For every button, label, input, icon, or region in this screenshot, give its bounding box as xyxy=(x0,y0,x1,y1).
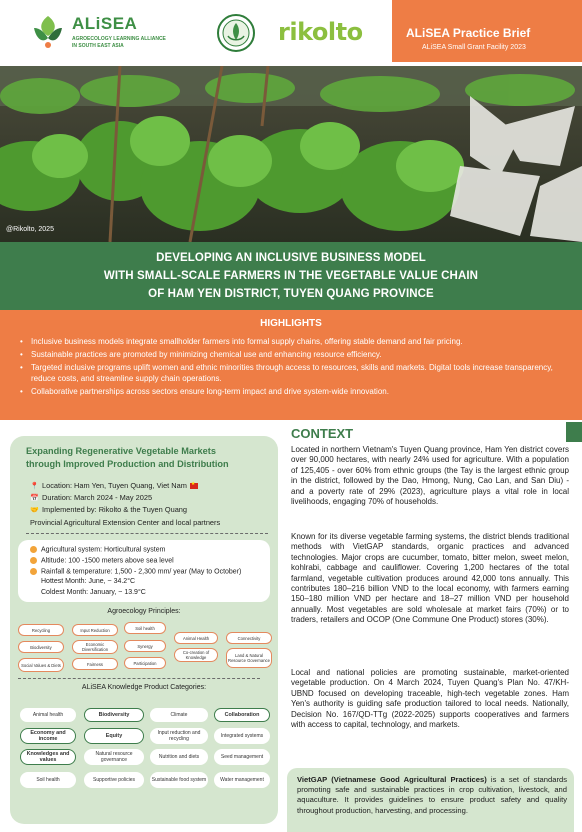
category-tag: Climate xyxy=(150,708,208,722)
altitude-row xyxy=(30,557,174,564)
header xyxy=(0,0,582,66)
divider xyxy=(18,678,260,679)
highlights-heading: HIGHLIGHTS xyxy=(260,318,322,329)
hottest-month: Hottest Month: June, ~ 34.2°C xyxy=(41,578,136,585)
category-tag: Integrated systems xyxy=(214,728,270,744)
title-band xyxy=(0,242,582,310)
highlight-item: • Sustainable practices are promoted by minimizing chemical use and enhancing resource efficiency. xyxy=(20,349,570,360)
category-tag: Input reduction and recycling xyxy=(150,728,208,744)
principle-tag: Synergy xyxy=(124,640,166,652)
document-title-line-1: DEVELOPING AN INCLUSIVE BUSINESS MODEL xyxy=(156,252,426,264)
vietnam-flag-icon xyxy=(190,483,198,489)
principle-tag: Economic Diversification xyxy=(72,640,118,654)
highlight-item: • Inclusive business models integrate smallholder farmers into formal supply chains, offering stable demand and fair pricing. xyxy=(20,336,570,347)
site-characteristics-box xyxy=(18,540,270,602)
vegetable-field-photo xyxy=(0,66,582,242)
principle-tag: Connectivity xyxy=(226,632,272,644)
context-paragraph-1: Located in northern Vietnam's Tuyen Quang province, Ham Yen district covers over 90,000 hectares, with nearly 24% used for agriculture. With a population of 125,405 - over 60% from ethnic groups (the Tay is the largest ethnic group in the district, followed by the Dao, Hmong, Nung, Cao Lan, and San Diu) - and a poverty rate of 29% (2023), agriculture plays a vital role in local livelihoods, engaging 70% of households. xyxy=(291,445,569,507)
document-title-line-3: OF HAM YEN DISTRICT, TUYEN QUANG PROVINCE xyxy=(148,288,434,300)
category-tag: Economy and income xyxy=(20,728,76,744)
alisea-logo xyxy=(30,12,180,56)
agri-system-text: Agricultural system: Horticultural system xyxy=(41,546,166,554)
principle-tag: Land & Natural Resource Governance xyxy=(226,648,272,668)
principle-tag: Fairness xyxy=(72,658,118,670)
vegetable-field-illustration xyxy=(0,66,582,242)
category-tag: Nutrition and diets xyxy=(150,749,208,765)
rainfall-row xyxy=(30,568,241,575)
vietgap-description: is a set of standards promoting safe and sustainable practices in crop cultivation, livestock, and aquaculture. It provides guidelines to ensure product safety and quality throughout production, harvesting, and processing. xyxy=(297,775,567,815)
context-tab-marker xyxy=(566,422,582,442)
divider xyxy=(26,533,268,534)
vietgap-definition-box xyxy=(287,768,574,832)
context-heading: CONTEXT xyxy=(291,426,354,441)
category-tag: Equity xyxy=(84,728,144,744)
calendar-icon: 📅 xyxy=(30,495,39,502)
photo-credit: @Rikolto, 2025 xyxy=(6,226,54,233)
vietgap-definition xyxy=(297,775,567,816)
principle-tag: Participation xyxy=(124,657,166,669)
category-tag: Collaboration xyxy=(214,708,270,722)
highlight-item: • Targeted inclusive programs uplift women and ethnic minorities through access to resources, skills and markets. Digital tools increase transparency, reduce costs, and streamline supply chain operations. xyxy=(20,362,570,384)
principle-tag: Input Reduction xyxy=(72,624,118,636)
category-tag: Water management xyxy=(214,772,270,788)
location-text: Location: Ham Yen, Tuyen Quang, Viet Nam xyxy=(42,481,187,490)
vietgap-term: VietGAP (Vietnamese Good Agricultural Practices) xyxy=(297,775,487,784)
document-title-line-2: WITH SMALL-SCALE FARMERS IN THE VEGETABLE VALUE CHAIN xyxy=(103,270,479,282)
handshake-icon: 🤝 xyxy=(30,507,39,514)
brief-subtitle: ALiSEA Small Grant Facility 2023 xyxy=(422,44,526,51)
principles-heading: Agroecology Principles: xyxy=(107,608,181,615)
implemented-text: Implemented by: Rikolto & the Tuyen Quang xyxy=(42,505,188,514)
panel-title-line-1: Expanding Regenerative Vegetable Markets xyxy=(26,446,216,456)
implemented-row-2: Provincial Agricultural Extension Center and local partners xyxy=(30,518,221,527)
context-paragraph-2: Known for its diverse vegetable farming systems, the district blends traditional methods with VietGAP standards, organic practices and advanced technologies. Major crops are cucumber, tomato, bitter melon, sweet melon, kohlrabi, cabbage and cauliflower. Covering 1,200 hectares of the total farmland, vegetable cultivation produces around 42,000 tons annually. This contributes 180–216 billion VND to the local economy, with farmers earning 150–180 million VND per hectare and 18–27 million VND per household annually. Most vegetables are sold wholesale at market fairs (70%) or to traders, retailers and OCOP (One Commune One Product) stores (30%). xyxy=(291,532,569,625)
location-pin-icon: 📍 xyxy=(30,483,39,490)
implemented-row xyxy=(30,505,187,514)
mountain-icon xyxy=(30,557,37,564)
rikolto-logo: rikolto xyxy=(278,18,363,46)
extension-center-emblem-icon xyxy=(217,14,255,52)
highlights-list xyxy=(20,336,570,399)
rain-icon xyxy=(30,568,37,575)
alisea-logo-name: ALiSEA xyxy=(72,14,138,33)
category-tag: Seed management xyxy=(214,749,270,765)
category-tag: Biodiversity xyxy=(84,708,144,722)
categories-heading: ALiSEA Knowledge Product Categories: xyxy=(81,684,207,691)
alisea-logo-tagline-2: IN SOUTH EAST ASIA xyxy=(72,43,124,49)
context-paragraph-3: Local and national policies are promoting sustainable, market-oriented vegetable production. On 4 March 2024, Tuyen Quang's Plan No. 47/KH-UBND focused on developing traceable, high-tech vegetable zones. Ham Yen's authority is guiding safe production tailored to local needs. Nationally, Decision No. 167/QD-TTg (2022-2025) supports cooperatives and farmers with access to capital, technology, and markets. xyxy=(291,668,569,730)
altitude-text: Altitude: 100 -1500 meters above sea level xyxy=(41,557,174,565)
category-tag: Animal health xyxy=(20,708,76,722)
principle-tag: Animal Health xyxy=(174,632,218,644)
principle-tag: Social Values & Diets xyxy=(18,658,64,672)
principle-tag: Recycling xyxy=(18,624,64,636)
category-tag: Soil health xyxy=(20,772,76,788)
category-tag: Knowledges and values xyxy=(20,749,76,765)
alisea-logo-tagline: AGROECOLOGY LEARNING ALLIANCE xyxy=(72,36,166,42)
location-row xyxy=(30,481,198,490)
principle-tag: Biodiversity xyxy=(18,641,64,653)
coldest-month: Coldest Month: January, ~ 13.9°C xyxy=(41,589,146,596)
principle-tag: Soil health xyxy=(124,622,166,634)
practice-brief-box xyxy=(392,0,582,62)
duration-text: Duration: March 2024 - May 2025 xyxy=(42,493,153,502)
rainfall-text: Rainfall & temperature: 1,500 - 2,300 mm/ year (May to October) xyxy=(41,568,242,576)
panel-title-line-2: through Improved Production and Distribution xyxy=(26,459,229,469)
agri-system-row xyxy=(30,546,165,553)
category-tag: Natural resource governance xyxy=(84,749,144,765)
category-tag: Supportive policies xyxy=(84,772,144,788)
alisea-leaf-icon xyxy=(30,14,66,50)
principle-tag: Co-creation of Knowledge xyxy=(174,648,218,662)
highlight-item: • Collaborative partnerships across sectors ensure long-term impact and drive system-wide innovation. xyxy=(20,386,570,397)
duration-row xyxy=(30,493,152,502)
category-tag: Sustainable food system xyxy=(150,772,208,788)
highlights-section xyxy=(0,310,582,420)
brief-title: ALiSEA Practice Brief xyxy=(406,26,531,40)
sun-icon xyxy=(30,546,37,553)
